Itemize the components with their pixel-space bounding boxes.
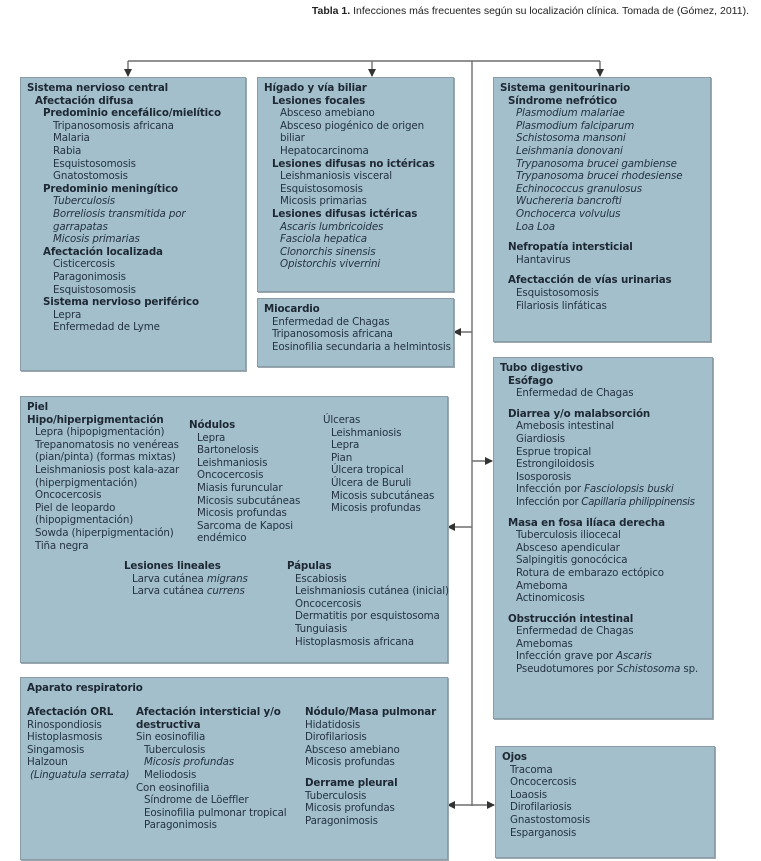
list-item: Leishmaniosis	[197, 456, 268, 469]
item-italic: Schistosoma	[616, 663, 681, 676]
list-item: Paragonimosis	[305, 814, 378, 827]
subsection-heading: Predominio encefálico/mielítico	[43, 107, 221, 120]
list-item: Leishmaniosis cutánea (inicial)	[295, 585, 449, 598]
box-ojos	[495, 746, 715, 858]
list-item: Tuberculosis	[144, 743, 206, 756]
list-item: Tracoma	[510, 763, 553, 776]
list-item: Hantavirus	[516, 253, 571, 266]
list-item: Tiña negra	[35, 539, 89, 552]
item-text: Infección grave por	[516, 650, 616, 663]
item-text: Infección por	[516, 483, 585, 496]
box-title: Aparato respiratorio	[27, 682, 143, 694]
list-item: Paragonimosis	[53, 270, 126, 283]
list-item: Echinococcus granulosus	[516, 182, 642, 195]
list-item: Gnastostomosis	[510, 813, 591, 826]
list-item: Ameboma	[516, 579, 568, 592]
list-item	[500, 650, 706, 663]
list-item	[500, 483, 706, 496]
section-heading: Esófago	[508, 374, 554, 387]
section-heading: Afectación intersticial y/o	[136, 706, 281, 718]
item-text: sp.	[680, 663, 699, 676]
list-item: Enfermedad de Chagas	[272, 315, 390, 328]
list-item: Trypanosoma brucei gambiense	[516, 157, 677, 170]
section-heading: Diarrea y/o malabsorción	[508, 407, 651, 420]
list-item: Dirofilariosis	[510, 801, 572, 814]
list-item: Micosis profundas	[144, 756, 234, 769]
item-italic: migrans	[206, 572, 248, 585]
list-item: Rotura de embarazo ectópico	[516, 566, 664, 579]
list-item: Piel de leopardo	[35, 501, 116, 514]
list-item: Eosinofilia secundaria a helmintosis	[272, 340, 451, 353]
caption-label: Tabla 1.	[311, 5, 351, 17]
list-item: Rinospondiosis	[27, 718, 102, 731]
list-item: Trypanosoma brucei rhodesiense	[516, 170, 683, 183]
list-item: Esquistosomosis	[53, 283, 136, 296]
box-higado-via-biliar	[257, 77, 454, 292]
list-item: Tuberculosis iliocecal	[516, 529, 621, 542]
box-sistema-nervioso-central	[20, 77, 246, 371]
list-item: Filariosis linfáticas	[516, 299, 607, 312]
list-item: Micosis profundas	[305, 756, 395, 769]
box-miocardio	[257, 298, 454, 367]
list-item: (Linguatula serrata)	[30, 768, 130, 781]
list-item: Esquistosomosis	[280, 182, 363, 195]
list-item: Esprue tropical	[516, 445, 592, 458]
section-heading: Hipo/hiperpigmentación	[27, 413, 164, 426]
section-heading: Lesiones difusas no ictéricas	[272, 157, 435, 170]
list-item: Eosinofilia pulmonar tropical	[144, 806, 287, 819]
list-item: Plasmodium falciparum	[516, 119, 635, 132]
item-italic: currens	[206, 585, 245, 598]
list-item	[500, 663, 706, 676]
section-heading: Masa en fosa ilíaca derecha	[508, 516, 665, 529]
list-item: Oncocercosis	[510, 776, 577, 789]
list-item: Lepra	[53, 308, 82, 321]
list-item: Estrongiloidosis	[516, 458, 595, 471]
list-item: Fasciola hepatica	[280, 233, 367, 246]
list-item: Schistosoma mansoni	[516, 132, 626, 145]
list-item: Rabia	[53, 144, 82, 157]
list-item	[124, 573, 248, 586]
list-item: Esparganosis	[510, 826, 577, 839]
list-item: Úlcera de Buruli	[331, 476, 412, 489]
item-italic: Fasciolopsis buski	[584, 483, 674, 496]
list-item: Enfermedad de Chagas	[516, 625, 634, 638]
list-item: Hidatidosis	[305, 718, 361, 731]
list-item: Wuchereria bancrofti	[516, 195, 622, 208]
list-item: Onchocerca volvulus	[516, 207, 621, 220]
section-heading: Nódulo/Masa pulmonar	[305, 706, 437, 718]
item-italic: Capillaria philippinensis	[581, 495, 695, 508]
list-item: Esquistosomosis	[53, 157, 136, 170]
list-item: endémico	[197, 532, 247, 545]
subsection-heading: Predominio meningítico	[43, 182, 178, 195]
box-title: Miocardio	[264, 303, 320, 315]
list-item: (hiperpigmentación)	[35, 476, 138, 489]
list-item: Micosis primarias	[280, 195, 367, 208]
list-item	[500, 496, 706, 509]
list-item: Oncocercosis	[35, 489, 102, 502]
subsection-heading: Afectación localizada	[43, 245, 163, 258]
list-item: Lepra	[331, 439, 360, 452]
list-item: Absceso amebiano	[305, 743, 400, 756]
box-title: Hígado y vía biliar	[264, 82, 367, 94]
subsection-heading: Con eosinofilia	[136, 781, 210, 794]
section-heading: Derrame pleural	[305, 776, 398, 789]
list-item: Loaosis	[510, 788, 548, 801]
list-item: Meliodosis	[144, 768, 197, 781]
list-item: Actinomicosis	[516, 592, 585, 605]
list-item: Absceso apendicular	[516, 541, 620, 554]
list-item: Amebomas	[516, 637, 573, 650]
list-item: Micosis profundas	[197, 507, 287, 520]
list-item: Bartonelosis	[197, 444, 259, 457]
list-item: Amebosis intestinal	[516, 420, 614, 433]
list-item	[124, 585, 248, 598]
item-italic: Ascaris	[615, 650, 652, 663]
list-item: Leishmaniosis post kala-azar	[35, 463, 180, 476]
list-item: Opistorchis viverrini	[280, 258, 381, 271]
item-text: Pseudotumores por	[516, 663, 617, 676]
list-item: Pian	[331, 451, 353, 464]
box-piel	[20, 396, 448, 663]
list-item: Dermatitis por esquistosoma	[295, 610, 440, 623]
list-item: Leishmaniosis visceral	[280, 170, 392, 183]
list-item: Trepanomatosis no venéreas	[35, 438, 179, 451]
list-item: Halzoun	[27, 756, 68, 769]
section-heading: Nódulos	[189, 419, 236, 431]
list-item: Borreliosis transmitida por	[53, 207, 186, 220]
list-item: Absceso piogénico de origen	[280, 119, 424, 132]
section-heading: Sistema nervioso periférico	[43, 296, 199, 309]
list-item: Síndrome de Löeffler	[144, 794, 249, 807]
list-item: Enfermedad de Lyme	[53, 321, 160, 334]
list-item: Malaria	[53, 132, 90, 145]
list-item: Micosis subcutáneas	[197, 494, 301, 507]
box-title: Tubo digestivo	[500, 362, 583, 374]
list-item: Micosis profundas	[305, 802, 395, 815]
list-item: Dirofilariosis	[305, 731, 367, 744]
list-item: Loa Loa	[516, 220, 555, 233]
item-text: Larva cutánea	[132, 572, 207, 585]
box-title: Sistema genitourinario	[500, 82, 631, 94]
list-item: Cisticercosis	[53, 258, 115, 271]
list-item: Esquistosomosis	[516, 286, 599, 299]
box-aparato-respiratorio	[20, 677, 448, 860]
list-item: Lepra	[197, 431, 226, 444]
list-item: Histoplasmosis	[27, 731, 103, 744]
box-sistema-genitourinario	[493, 77, 711, 342]
list-item: biliar	[280, 132, 305, 145]
list-item: Absceso amebiano	[280, 107, 375, 120]
section-heading: Afectación difusa	[35, 94, 134, 107]
list-item: Tripanosomosis africana	[53, 119, 174, 132]
list-item: Singamosis	[27, 743, 85, 756]
item-text: Larva cutánea	[132, 585, 207, 598]
section-heading: Lesiones lineales	[124, 560, 221, 572]
list-item: Isosporosis	[516, 470, 572, 483]
list-item: Micosis profundas	[331, 502, 421, 515]
list-item: (hipopigmentación)	[35, 514, 134, 527]
section-heading: Afectacción de vías urinarias	[508, 274, 672, 287]
item-text: Infección por	[516, 495, 582, 508]
list-item: Lepra (hipopigmentación)	[35, 426, 165, 439]
caption-text: Infecciones más frecuentes según su localización clínica. Tomada de (Gómez, 2011).	[350, 5, 749, 17]
list-item: Hepatocarcinoma	[280, 144, 369, 157]
list-item: garrapatas	[53, 220, 108, 233]
list-item: Tuberculosis	[305, 789, 367, 802]
section-heading: Nefropatía intersticial	[508, 241, 633, 254]
list-item: Tuberculosis	[53, 195, 116, 208]
list-item: Sarcoma de Kaposi	[197, 519, 293, 532]
list-item: Histoplasmosis africana	[295, 635, 414, 648]
list-item: Micosis subcutáneas	[331, 489, 435, 502]
subsection-heading: Sin eosinofilia	[136, 731, 206, 744]
section-heading: Pápulas	[287, 560, 332, 572]
box-title: Sistema nervioso central	[27, 82, 169, 94]
list-item: Salpingitis gonocócica	[516, 554, 628, 567]
list-item: Miasis furuncular	[197, 481, 283, 494]
list-item: Plasmodium malariae	[516, 107, 625, 120]
section-heading: Úlceras	[323, 414, 361, 426]
list-item: Paragonimosis	[144, 819, 217, 832]
list-item: Enfermedad de Chagas	[516, 387, 634, 400]
list-item: Oncocercosis	[197, 469, 264, 482]
list-item: Escabiosis	[295, 572, 347, 585]
section-heading: destructiva	[136, 718, 201, 731]
list-item: Giardiosis	[516, 432, 565, 445]
section-heading: Síndrome nefrótico	[508, 94, 617, 107]
list-item: (pian/pinta) (formas mixtas)	[35, 451, 176, 464]
list-item: Sowda (hiperpigmentación)	[35, 526, 174, 539]
list-item: Úlcera tropical	[331, 464, 404, 477]
list-item: Gnatostomosis	[53, 170, 128, 183]
box-title: Ojos	[502, 751, 527, 763]
list-item: Tunguiasis	[295, 622, 348, 635]
list-item: Oncocercosis	[295, 597, 362, 610]
section-heading: Afectación ORL	[27, 706, 114, 718]
section-heading: Lesiones focales	[272, 94, 366, 107]
list-item: Ascaris lumbricoides	[280, 220, 384, 233]
list-item: Tripanosomosis africana	[272, 328, 393, 341]
box-title: Piel	[27, 401, 48, 413]
list-item: Leishmaniosis	[331, 426, 402, 439]
list-item: Leishmania donovani	[516, 144, 623, 157]
section-heading: Lesiones difusas ictéricas	[272, 207, 418, 220]
list-item: Micosis primarias	[53, 233, 140, 246]
section-heading: Obstrucción intestinal	[508, 612, 634, 625]
list-item: Clonorchis sinensis	[280, 245, 376, 258]
box-tubo-digestivo	[493, 357, 713, 719]
